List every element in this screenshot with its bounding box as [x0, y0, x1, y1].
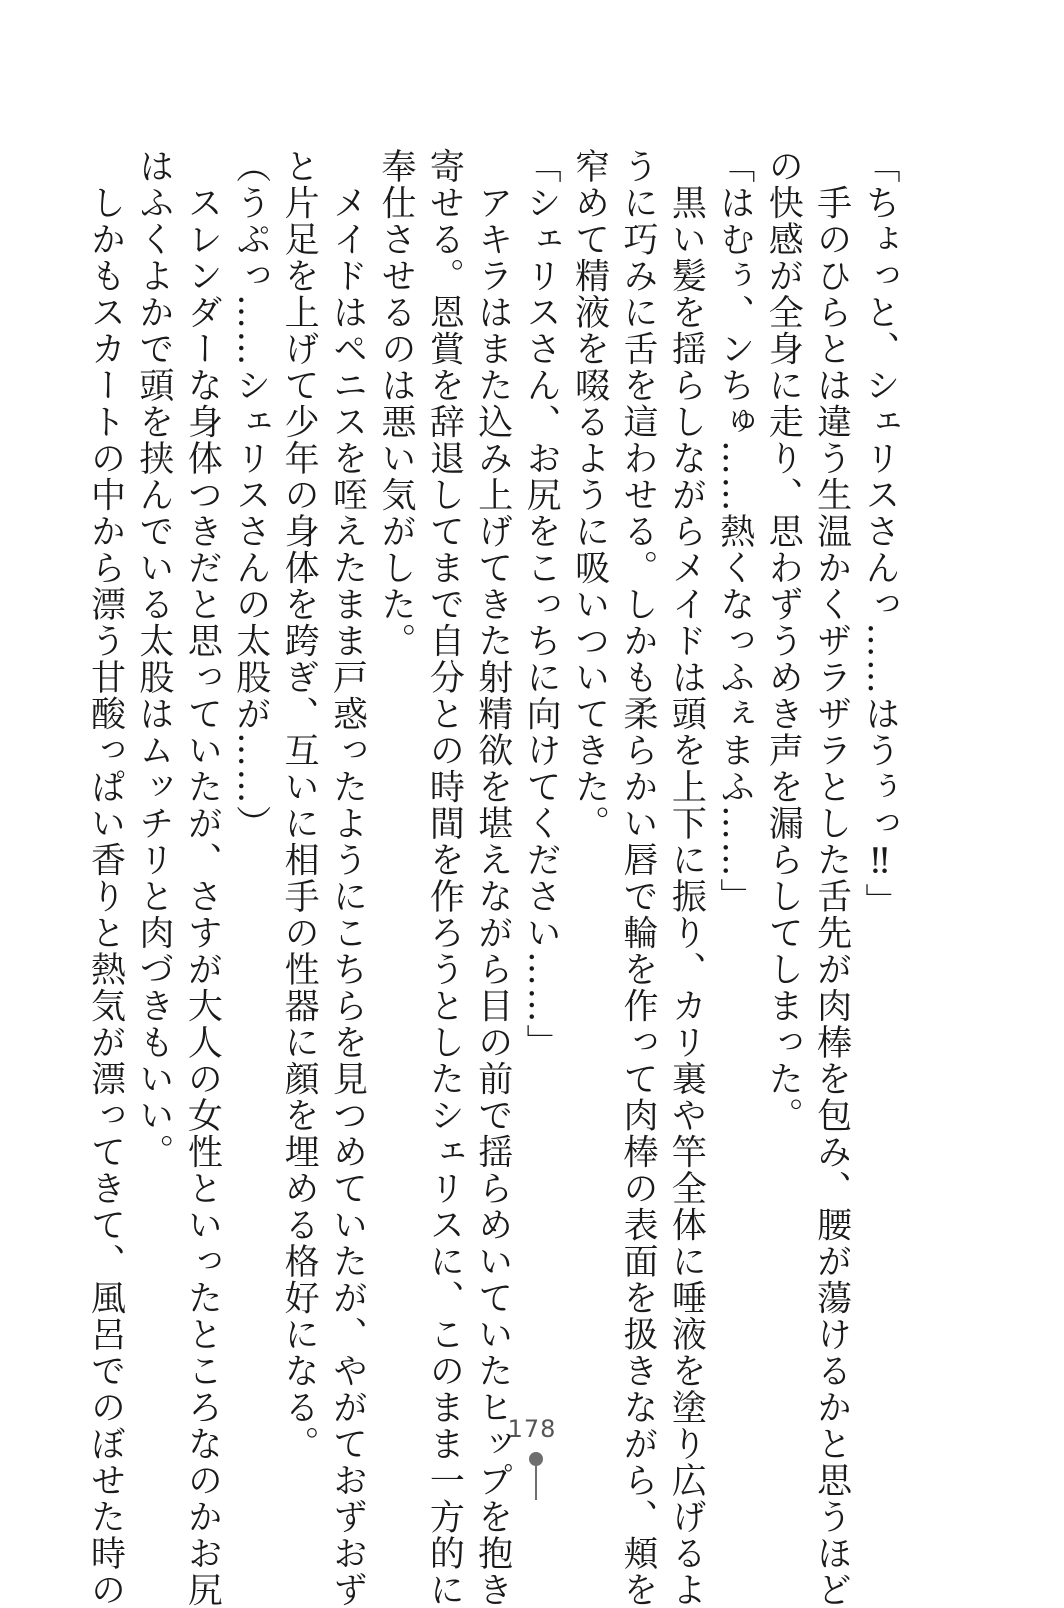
text-line: 奉仕させるのは悪い気がした。 [375, 148, 416, 659]
text-line: メイドはペニスを咥えたまま戸惑ったようにこちらを見つめていたが、やがておずおず [327, 148, 368, 1608]
text-line: の快感が全身に走り、思わずうめき声を漏らしてしまった。 [763, 148, 804, 1134]
text-line: はふくよかで頭を挟んでいる太股はムッチリと肉づきもいい。 [133, 148, 174, 1170]
text-line: アキラはまた込み上げてきた射精欲を堪えながら目の前で揺らめいていたヒップを抱き [472, 148, 513, 1608]
text-line: 「はむぅ、ンちゅ……熱くなっふぇまふ……」 [714, 148, 755, 915]
text-line: （うぷっ……シェリスさんの太股が……） [230, 148, 271, 842]
text-line: 窄めて精液を啜るように吸いついてきた。 [569, 148, 610, 842]
ornament-line [535, 1466, 537, 1500]
text-line: しかもスカートの中から漂う甘酸っぱい香りと熱気が漂ってきて、風呂でのぼせた時の [85, 148, 126, 1608]
text-line: 寄せる。恩賞を辞退してまで自分との時間を作ろうとしたシェリスに、このまま一方的に [424, 148, 465, 1608]
text-line: うに巧みに舌を這わせる。しかも柔らかい唇で輪を作って肉棒の表面を扱きながら、頬を [617, 148, 658, 1608]
text-line: と片足を上げて少年の身体を跨ぎ、互いに相手の性器に顔を埋める格好になる。 [279, 148, 320, 1462]
ornament-dot-icon [529, 1452, 543, 1466]
text-line: 黒い髪を揺らしながらメイドは頭を上下に振り、カリ裏や竿全体に唾液を塗り広げるよ [666, 148, 707, 1608]
text-line: スレンダーな身体つきだと思っていたが、さすが大人の女性といったところなのかお尻 [182, 148, 223, 1608]
text-line: 手のひらとは違う生温かくザラザラとした舌先が肉棒を包み、腰が蕩けるかと思うほど [811, 148, 852, 1608]
text-line: 「ちょっと、シェリスさんっ……はうぅっ‼」 [860, 148, 900, 920]
text-line: 「シェリスさん、お尻をこっちに向けてください……」 [521, 148, 562, 1061]
page-number: 178 [507, 1415, 557, 1443]
